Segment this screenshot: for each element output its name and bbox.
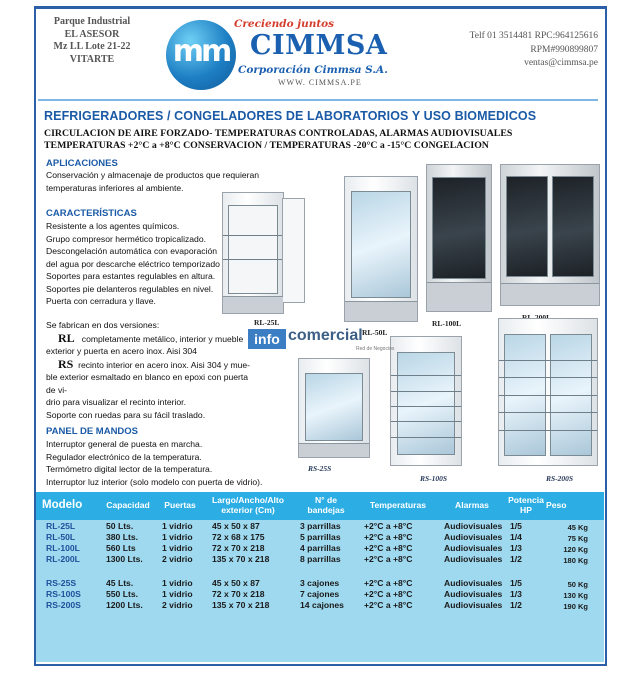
product-image-rl-200l (500, 164, 600, 306)
table-cell: 180 Kg (563, 556, 588, 565)
table-cell: 1 vidrio (162, 543, 193, 553)
brand-name: CIMMSA (250, 30, 388, 61)
caracteristicas-heading: CARACTERÍSTICAS (46, 208, 137, 219)
watermark-sub: Red de Negocios (356, 346, 395, 352)
shelf (391, 421, 461, 422)
table-cell: 550 Lts. (106, 589, 139, 599)
table-cell: 1/5 (510, 578, 522, 588)
subtitle-temperatures: TEMPERATURAS +2°C a +8°C CONSERVACION / TEMPERATURAS -20°C a -15°C CONGELACION (44, 140, 489, 151)
shelf (223, 235, 283, 236)
table-cell: 2 vidrio (162, 554, 193, 564)
table-cell: RL-25L (46, 521, 76, 531)
glass-door (305, 373, 364, 442)
table-cell: Audiovisuales (444, 554, 503, 564)
rs-code: RS (57, 356, 74, 371)
text-line (46, 358, 256, 372)
versiones-text (46, 319, 256, 421)
table-cell: 1 vidrio (162, 521, 193, 531)
text-line: Descongelación automática con evaporación (46, 246, 218, 256)
watermark-box: info (248, 329, 286, 349)
contact-info (470, 30, 598, 71)
table-cell: 1 vidrio (162, 532, 193, 542)
table-cell: 45 Kg (567, 523, 588, 532)
table-cell: 72 x 68 x 175 (212, 532, 265, 542)
cabinet-base (299, 443, 369, 457)
table-cell: 135 x 70 x 218 (212, 554, 270, 564)
address-line: EL ASESOR (64, 28, 120, 40)
col-temperaturas: Temperaturas (369, 500, 427, 510)
table-cell: RL-200L (46, 554, 80, 564)
spec-table (36, 492, 604, 662)
table-cell: Audiovisuales (444, 578, 503, 588)
brand-subtitle: Corporación Cimmsa S.A. (238, 64, 388, 76)
shelf (499, 412, 597, 413)
table-cell: 45 x 50 x 87 (212, 521, 260, 531)
cabinet-base (223, 296, 283, 313)
cabinet-base (427, 282, 491, 311)
glass-door-right (552, 176, 594, 277)
table-cell: 130 Kg (563, 591, 588, 600)
product-image-rl-50l (344, 176, 418, 322)
table-cell: +2°C a +8°C (364, 578, 413, 588)
table-cell: RS-100S (46, 589, 81, 599)
panel-list (46, 438, 262, 488)
label-rs-25s: RS-25S (308, 464, 332, 473)
table-cell: +2°C a +8°C (364, 600, 413, 610)
table-cell: 45 x 50 x 87 (212, 578, 260, 588)
address-line: VITARTE (69, 53, 115, 65)
table-cell: +2°C a +8°C (364, 532, 413, 542)
text-line (46, 332, 256, 346)
table-cell: 1 vidrio (162, 589, 193, 599)
header-divider (38, 99, 598, 101)
contact-line: ventas@cimmsa.pe (524, 58, 598, 68)
col-dimensiones: Largo/Ancho/Alto exterior (Cm) (211, 495, 285, 515)
open-door (282, 198, 305, 304)
contact-line: RPM#990899807 (530, 44, 598, 55)
product-image-rl-25l (222, 192, 284, 314)
page-title: REFRIGERADORES / CONGELADORES DE LABORATORIOS Y USO BIOMEDICOS (44, 109, 537, 123)
col-potencia: Potencia HP (508, 495, 544, 515)
table-cell: 45 Lts. (106, 578, 134, 588)
text-line: Soportes pie delanteros regulables en nivel. (46, 283, 214, 294)
table-cell: 72 x 70 x 218 (212, 543, 265, 553)
table-cell: 50 Lts. (106, 521, 134, 531)
text-line: Puerta con cerradura y llave. (46, 296, 156, 306)
table-cell: 1300 Lts. (106, 554, 143, 564)
table-cell: 135 x 70 x 218 (212, 600, 270, 610)
table-cell: +2°C a +8°C (364, 589, 413, 599)
shelf (391, 406, 461, 407)
table-cell: 1/5 (510, 521, 522, 531)
col-peso: Peso (546, 500, 567, 510)
table-cell: 1200 Lts. (106, 600, 143, 610)
table-cell: 7 cajones (300, 589, 340, 599)
flyer-page (28, 6, 608, 670)
table-cell: 2 vidrio (162, 600, 193, 610)
text-span: completamente metálico, interior y mueble (81, 333, 244, 344)
label-rl-100l: RL-100L (432, 319, 462, 328)
text-line: Soporte con ruedas para su fácil traslado. (46, 409, 206, 420)
text-line: Grupo compresor hermético tropicalizado. (46, 233, 207, 244)
subtitle-features: CIRCULACION DE AIRE FORZADO- TEMPERATURAS CONTROLADAS, ALARMAS AUDIOVISUALES (44, 128, 513, 139)
table-cell: Audiovisuales (444, 521, 503, 531)
glass-door-left (506, 176, 548, 277)
text-line: Termómetro digital lector de la temperatura. (46, 464, 213, 474)
col-alarmas: Alarmas (455, 500, 489, 510)
table-cell: Audiovisuales (444, 543, 503, 553)
text-line: Resistente a los agentes químicos. (46, 221, 180, 231)
address-line: Mz LL Lote 21-22 (53, 41, 131, 52)
table-cell: Audiovisuales (444, 532, 503, 542)
text-line: drio para visualizar el recinto interior. (46, 397, 186, 407)
table-cell: 8 parrillas (300, 554, 341, 564)
table-cell: +2°C a +8°C (364, 521, 413, 531)
text-line: Se fabrican en dos versiones: (46, 320, 160, 330)
table-header (36, 492, 604, 520)
col-bandejas: N° de bandejas (307, 495, 345, 515)
product-image-rs-25s (298, 358, 370, 458)
table-cell: RL-100L (46, 543, 80, 553)
col-capacidad: Capacidad (106, 500, 150, 510)
table-cell: RL-50L (46, 532, 76, 542)
logo-monogram: mm (172, 34, 230, 69)
table-cell: 72 x 70 x 218 (212, 589, 265, 599)
label-rs-200s: RS-200S (546, 474, 574, 483)
shelf (391, 437, 461, 438)
table-cell: 4 parrillas (300, 543, 341, 553)
shelf (391, 375, 461, 376)
cabinet-base (345, 301, 417, 321)
address-line: Parque Industrial (53, 16, 131, 27)
col-puertas: Puertas (164, 500, 196, 510)
shelf (223, 259, 283, 260)
cabinet-base (501, 283, 599, 305)
product-image-rl-100l (426, 164, 492, 312)
table-cell: 50 Kg (567, 580, 588, 589)
table-cell: 3 parrillas (300, 521, 341, 531)
shelf (499, 377, 597, 378)
table-cell: +2°C a +8°C (364, 554, 413, 564)
shelf (499, 360, 597, 361)
contact-line: Telf 01 3514481 RPC:964125616 (469, 31, 598, 41)
aplicaciones-text (46, 169, 259, 194)
website: WWW. CIMMSA.PE (278, 78, 362, 87)
product-image-rs-200s (498, 318, 598, 466)
table-cell: 1 vidrio (162, 578, 193, 588)
col-modelo: Modelo (42, 499, 83, 511)
table-cell: 1/2 (510, 554, 522, 564)
text-line: ble exterior esmaltado en blanco en epoxi con puerta de vi- (46, 372, 249, 395)
aplicaciones-heading: APLICACIONES (46, 158, 118, 169)
text-line: Interruptor general de puesta en marcha. (46, 439, 203, 449)
table-cell: 560 Lts (106, 543, 136, 553)
glass-door (397, 352, 456, 454)
table-cell: 1/2 (510, 600, 522, 610)
text-line: Conservación y almacenaje de productos que requieran (46, 170, 260, 180)
table-cell: 75 Kg (567, 534, 588, 543)
table-cell: 190 Kg (563, 602, 588, 611)
shelf (499, 430, 597, 431)
text-line: Interruptor luz interior (solo modelo con puerta de vidrio). (46, 476, 263, 487)
label-rs-100s: RS-100S (420, 474, 448, 483)
watermark-text: comercial (288, 327, 363, 344)
table-cell: 14 cajones (300, 600, 344, 610)
table-cell: 3 cajones (300, 578, 340, 588)
text-span: recinto interior en acero inox. Aisi 304 y mue- (78, 359, 251, 370)
table-cell: 1/3 (510, 543, 522, 553)
table-cell: Audiovisuales (444, 589, 503, 599)
shelf (499, 395, 597, 396)
text-line: del agua por descarche eléctrico temporizado (46, 258, 220, 269)
company-address (42, 16, 142, 66)
shelf (391, 391, 461, 392)
caracteristicas-list (46, 220, 220, 308)
table-cell: 1/4 (510, 532, 522, 542)
text-line: exterior y puerta en acero inox. Aisi 304 (46, 346, 197, 356)
panel-heading: PANEL DE MANDOS (46, 426, 139, 437)
text-line: temperaturas inferiores al ambiente. (46, 182, 184, 193)
table-cell: Audiovisuales (444, 600, 503, 610)
table-cell: 1/3 (510, 589, 522, 599)
table-cell: 5 parrillas (300, 532, 341, 542)
table-cell: 120 Kg (563, 545, 588, 554)
glass-door (432, 177, 486, 279)
glass-door (351, 191, 412, 298)
table-cell: +2°C a +8°C (364, 543, 413, 553)
cabinet-interior (228, 205, 278, 294)
table-cell: 380 Lts. (106, 532, 139, 542)
table-cell: RS-200S (46, 600, 81, 610)
table-cell: RS-25S (46, 578, 77, 588)
slogan: Creciendo juntos (234, 18, 335, 30)
label-rl-25l: RL-25L (254, 318, 280, 327)
text-line: Soportes para estantes regulables en altura. (46, 271, 216, 281)
text-line: Regulador electrónico de la temperatura. (46, 451, 202, 462)
rl-code: RL (57, 330, 75, 345)
product-image-rs-100s (390, 336, 462, 466)
label-rl-50l: RL-50L (362, 328, 388, 337)
